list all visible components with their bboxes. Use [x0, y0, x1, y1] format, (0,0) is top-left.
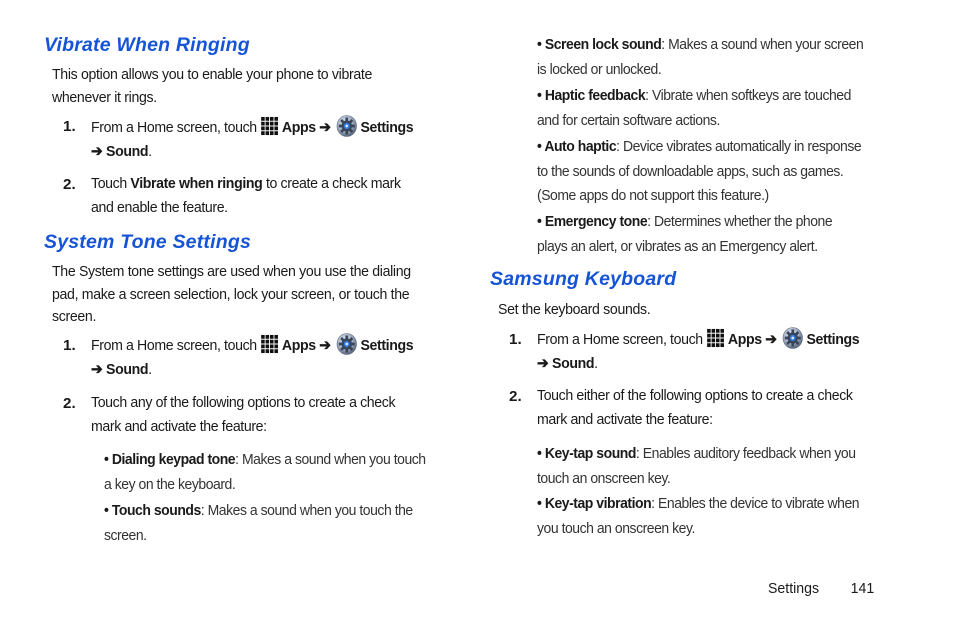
page-number: 141	[850, 580, 875, 597]
step-number: 2.	[63, 395, 76, 412]
bullet-key-tap-sound: • Key-tap sound: Enables auditory feedback when you touch an onscreen key.	[537, 445, 856, 487]
bullet-screen-lock-sound: • Screen lock sound: Makes a sound when your screen is locked or unlocked.	[537, 36, 864, 78]
step-number: 2.	[509, 388, 522, 405]
settings-gear-icon	[782, 327, 802, 349]
apps-grid-icon	[706, 328, 725, 348]
vibrate-step-2: Touch Vibrate when ringing to create a check mark and enable the feature.	[91, 175, 401, 216]
heading-vibrate-when-ringing: Vibrate When Ringing	[44, 34, 250, 56]
system-step-2: Touch any of the following options to create a check mark and activate the feature:	[91, 394, 396, 435]
apps-grid-icon	[260, 334, 279, 354]
keyboard-step-1: From a Home screen, touch Apps ➔ Settings ➔ Sound.	[537, 327, 859, 376]
bullet-auto-haptic: • Auto haptic: Device vibrates automatically in response to the sounds of downloadable apps, such as games. (Some apps do not support this feature.)	[537, 138, 862, 204]
bullet-emergency-tone: • Emergency tone: Determines whether the phone plays an alert, or vibrates as an Emergency alert.	[537, 213, 833, 255]
vibrate-step-1: From a Home screen, touch Apps ➔ Settings ➔ Sound.	[91, 115, 413, 164]
vibrate-intro: This option allows you to enable your phone to vibrate whenever it rings.	[52, 66, 373, 106]
step-number: 1.	[509, 331, 522, 348]
heading-system-tone-settings: System Tone Settings	[44, 231, 251, 253]
settings-gear-icon	[336, 115, 356, 137]
footer-section: Settings	[768, 580, 820, 597]
page-footer	[768, 580, 874, 597]
heading-samsung-keyboard: Samsung Keyboard	[490, 268, 677, 290]
keyboard-intro: Set the keyboard sounds.	[498, 301, 651, 318]
bullet-touch-sounds: • Touch sounds: Makes a sound when you touch the screen.	[104, 502, 413, 544]
step-number: 1.	[63, 337, 76, 354]
step-number: 1.	[63, 118, 76, 135]
system-step-1: From a Home screen, touch Apps ➔ Settings ➔ Sound.	[91, 333, 413, 382]
settings-gear-icon	[336, 333, 356, 355]
bullet-key-tap-vibration: • Key-tap vibration: Enables the device to vibrate when you touch an onscreen key.	[537, 495, 860, 537]
bullet-haptic-feedback: • Haptic feedback: Vibrate when softkeys are touched and for certain software actions.	[537, 87, 851, 129]
keyboard-step-2: Touch either of the following options to create a check mark and activate the feature:	[537, 387, 853, 428]
bullet-dialing-keypad-tone: • Dialing keypad tone: Makes a sound when you touch a key on the keyboard.	[104, 451, 426, 493]
system-intro: The System tone settings are used when you use the dialing pad, make a screen selection, lock your screen, or touch the screen.	[52, 263, 411, 325]
apps-grid-icon	[260, 116, 279, 136]
step-number: 2.	[63, 176, 76, 193]
